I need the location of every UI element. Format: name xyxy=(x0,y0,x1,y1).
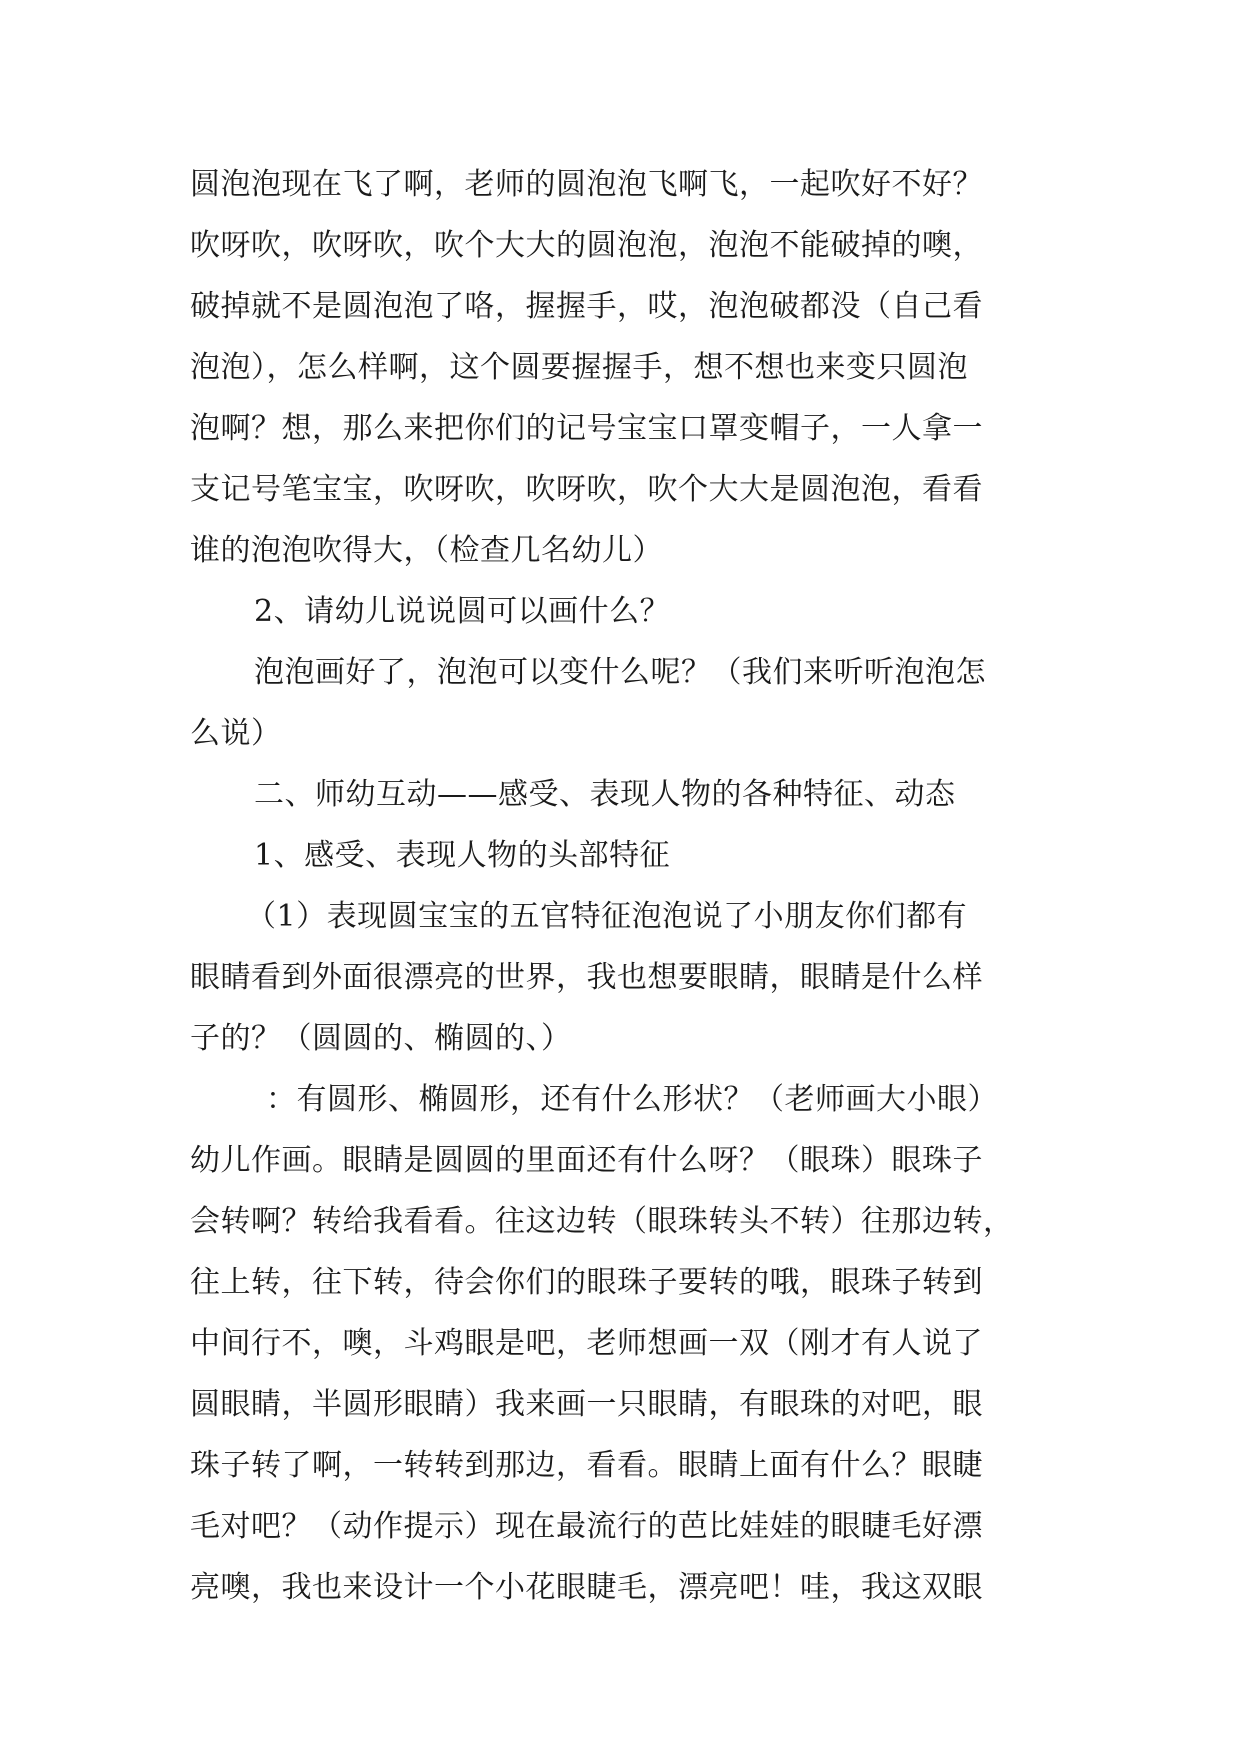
paragraph-line: 圆泡泡现在飞了啊，老师的圆泡泡飞啊飞，一起吹好不好？ xyxy=(190,167,983,202)
paragraph-line: 么说） xyxy=(190,716,282,751)
subsection-heading: 1、感受、表现人物的头部特征 xyxy=(254,838,671,873)
paragraph-line: 支记号笔宝宝，吹呀吹，吹呀吹，吹个大大是圆泡泡，看看 xyxy=(190,472,983,507)
paragraph-line: 圆眼睛，半圆形眼睛）我来画一只眼睛，有眼珠的对吧，眼 xyxy=(190,1387,983,1422)
paragraph-line: 破掉就不是圆泡泡了咯，握握手，哎，泡泡破都没（自己看 xyxy=(190,289,983,324)
paragraph-line: 泡泡），怎么样啊，这个圆要握握手，想不想也来变只圆泡 xyxy=(190,350,968,385)
paragraph-line: 毛对吧？（动作提示）现在最流行的芭比娃娃的眼睫毛好漂 xyxy=(190,1509,983,1544)
paragraph-line: 泡啊？想，那么来把你们的记号宝宝口罩变帽子，一人拿一 xyxy=(190,411,983,446)
paragraph-line: 中间行不，噢，斗鸡眼是吧，老师想画一双（刚才有人说了 xyxy=(190,1326,983,1361)
paragraph-line: 眼睛看到外面很漂亮的世界，我也想要眼睛，眼睛是什么样 xyxy=(190,960,983,995)
paragraph-line: 幼儿作画。眼睛是圆圆的里面还有什么呀？（眼珠）眼珠子 xyxy=(190,1143,983,1178)
list-item-heading: 2、请幼儿说说圆可以画什么？ xyxy=(254,594,671,629)
paragraph-line: 子的？（圆圆的、椭圆的、） xyxy=(190,1021,572,1056)
paragraph-line: ：有圆形、椭圆形，还有什么形状？（老师画大小眼） xyxy=(266,1082,998,1117)
paragraph-line: 泡泡画好了，泡泡可以变什么呢？（我们来听听泡泡怎 xyxy=(254,655,986,690)
paragraph-line: （1）表现圆宝宝的五官特征泡泡说了小朋友你们都有 xyxy=(246,899,968,934)
paragraph-line: 往上转，往下转，待会你们的眼珠子要转的哦，眼珠子转到 xyxy=(190,1265,983,1300)
section-heading: 二、师幼互动——感受、表现人物的各种特征、动态 xyxy=(254,777,956,812)
paragraph-line: 珠子转了啊，一转转到那边，看看。眼睛上面有什么？眼睫 xyxy=(190,1448,983,1483)
paragraph-line: 吹呀吹，吹呀吹，吹个大大的圆泡泡，泡泡不能破掉的噢， xyxy=(190,228,983,263)
paragraph-line: 谁的泡泡吹得大，（检查几名幼儿） xyxy=(190,533,663,568)
paragraph-line: 会转啊？转给我看看。往这边转（眼珠转头不转）往那边转， xyxy=(190,1204,1014,1239)
paragraph-line: 亮噢，我也来设计一个小花眼睫毛，漂亮吧！哇，我这双眼 xyxy=(190,1570,983,1605)
